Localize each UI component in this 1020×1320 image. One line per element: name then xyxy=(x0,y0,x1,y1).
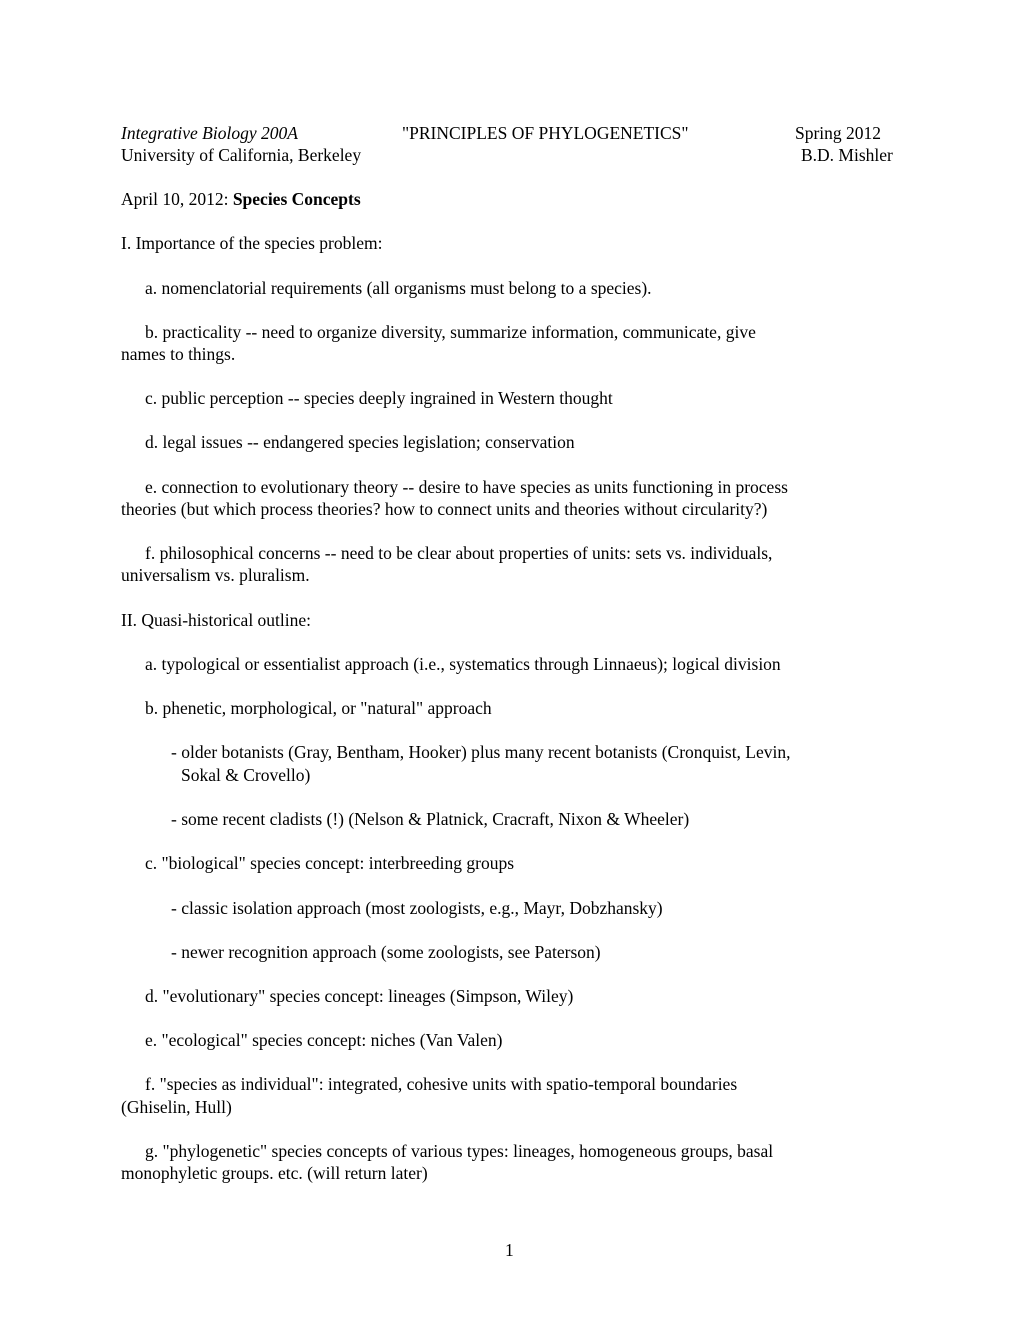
section-2-item-g: g. "phylogenetic" species concepts of various types: lineages, homogeneous groups, basal xyxy=(145,1141,774,1161)
section-1-heading: I. Importance of the species problem: xyxy=(121,233,383,253)
section-2-item-b: b. phenetic, morphological, or "natural" approach xyxy=(145,698,492,718)
section-2-item-c-sub-2: - newer recognition approach (some zoologists, see Paterson) xyxy=(171,942,601,962)
lecture-date: April 10, 2012: xyxy=(121,189,233,209)
instructor: B.D. Mishler xyxy=(801,145,893,165)
course-name: Integrative Biology 200A xyxy=(121,123,298,143)
section-1-item-c: c. public perception -- species deeply ingrained in Western thought xyxy=(145,388,613,408)
section-2-item-d: d. "evolutionary" species concept: lineages (Simpson, Wiley) xyxy=(145,986,574,1006)
section-1-item-b: b. practicality -- need to organize diversity, summarize information, communicate, give xyxy=(145,322,756,342)
section-1-item-e: e. connection to evolutionary theory -- desire to have species as units functioning in process xyxy=(145,477,788,497)
section-2-item-c-sub-1: - classic isolation approach (most zoologists, e.g., Mayr, Dobzhansky) xyxy=(171,898,663,918)
section-1-item-a: a. nomenclatorial requirements (all organisms must belong to a species). xyxy=(145,278,652,298)
section-1-item-d: d. legal issues -- endangered species legislation; conservation xyxy=(145,432,575,452)
section-2-item-b-sub-1: - older botanists (Gray, Bentham, Hooker) plus many recent botanists (Cronquist, Levin, xyxy=(171,742,791,762)
course-title: "PRINCIPLES OF PHYLOGENETICS" xyxy=(402,123,689,143)
section-1-item-e-cont: theories (but which process theories? how to connect units and theories without circularity?) xyxy=(121,499,768,519)
section-2-heading: II. Quasi-historical outline: xyxy=(121,610,312,630)
page-number: 1 xyxy=(505,1240,514,1260)
section-2-item-b-sub-1-cont: Sokal & Crovello) xyxy=(181,765,311,785)
section-1-item-f: f. philosophical concerns -- need to be clear about properties of units: sets vs. individuals, xyxy=(145,543,773,563)
section-2-item-f: f. "species as individual": integrated, cohesive units with spatio-temporal boundaries xyxy=(145,1074,738,1094)
section-2-item-a: a. typological or essentialist approach (i.e., systematics through Linnaeus); logical division xyxy=(145,654,781,674)
section-1-item-f-cont: universalism vs. pluralism. xyxy=(121,565,310,585)
lecture-topic: Species Concepts xyxy=(232,189,361,209)
section-2-item-f-cont: (Ghiselin, Hull) xyxy=(121,1097,232,1117)
section-1-item-b-cont: names to things. xyxy=(121,344,236,364)
term: Spring 2012 xyxy=(795,123,882,143)
section-2-item-c: c. "biological" species concept: interbreeding groups xyxy=(145,853,515,873)
section-2-item-e: e. "ecological" species concept: niches (Van Valen) xyxy=(145,1030,503,1050)
university: University of California, Berkeley xyxy=(121,145,362,165)
section-2-item-b-sub-2: - some recent cladists (!) (Nelson & Platnick, Cracraft, Nixon & Wheeler) xyxy=(171,809,690,829)
section-2-item-g-cont: monophyletic groups. etc. (will return later) xyxy=(121,1163,428,1183)
lecture-title xyxy=(121,188,361,210)
